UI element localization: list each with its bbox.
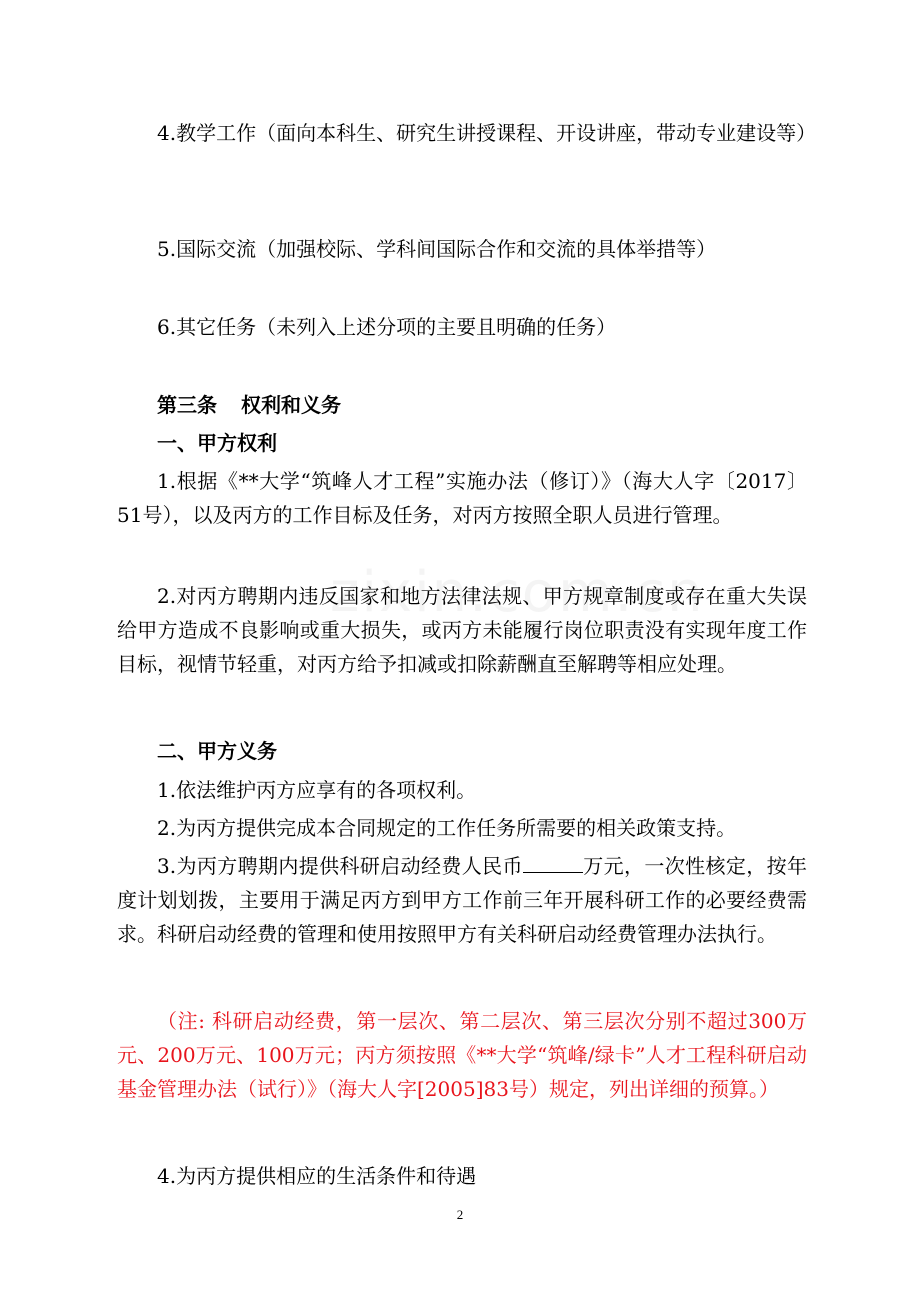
duties-item-3-after: 万元，一次性核定，按年度计划划拨，主要用于满足丙方到甲方工作前三年开展科研工作的必要经费需求。科研启动经费的管理和使用按照甲方有关科研启动经费管理办法执行。 [117, 854, 807, 946]
duties-item-4: 4.为丙方提供相应的生活条件和待遇 [157, 1164, 477, 1188]
duties-item-3 [117, 849, 807, 951]
duties-item-2: 2.为丙方提供完成本合同规定的工作任务所需要的相关政策支持。 [157, 816, 737, 840]
article-label: 第三条 [157, 393, 217, 417]
duties-item-1: 1.依法维护丙方应享有的各项权利。 [157, 778, 477, 802]
duties-item-3-before: 3.为丙方聘期内提供科研启动经费人民币 [157, 854, 523, 878]
task-item-teaching: 4.教学工作（面向本科生、研究生讲授课程、开设讲座，带动专业建设等） [157, 121, 817, 145]
task-item-international: 5.国际交流（加强校际、学科间国际合作和交流的具体举措等） [157, 237, 717, 261]
task-item-other: 6.其它任务（未列入上述分项的主要且明确的任务） [157, 315, 617, 339]
rights-item-1: 1.根据《**大学“筑峰人才工程”实施办法（修订）》（海大人字〔2017〕51号），以及丙方的工作目标及任务，对丙方按照全职人员进行管理。 [117, 469, 807, 527]
article-heading [157, 388, 341, 422]
page-number: 2 [456, 1207, 464, 1222]
section-heading-party-a-duties: 二、甲方义务 [157, 739, 277, 763]
rights-item-2: 2.对丙方聘期内违反国家和地方法律法规、甲方规章制度或存在重大失误给甲方造成不良影响或重大损失，或丙方未能履行岗位职责没有实现年度工作目标，视情节轻重，对丙方给予扣减或扣除薪酬直至解聘等相应处理。 [117, 584, 807, 676]
funding-note: （注: 科研启动经费，第一层次、第二层次、第三层次分别不超过300万元、200万元、100万元；丙方须按照《**大学“筑峰/绿卡”人才工程科研启动基金管理办法（试行）》（海大人字[2005]83号）规定，列出详细的预算。） [117, 1009, 807, 1101]
amount-blank-line [523, 854, 583, 873]
section-heading-party-a-rights: 一、甲方权利 [157, 431, 277, 455]
article-title: 权利和义务 [241, 393, 341, 417]
